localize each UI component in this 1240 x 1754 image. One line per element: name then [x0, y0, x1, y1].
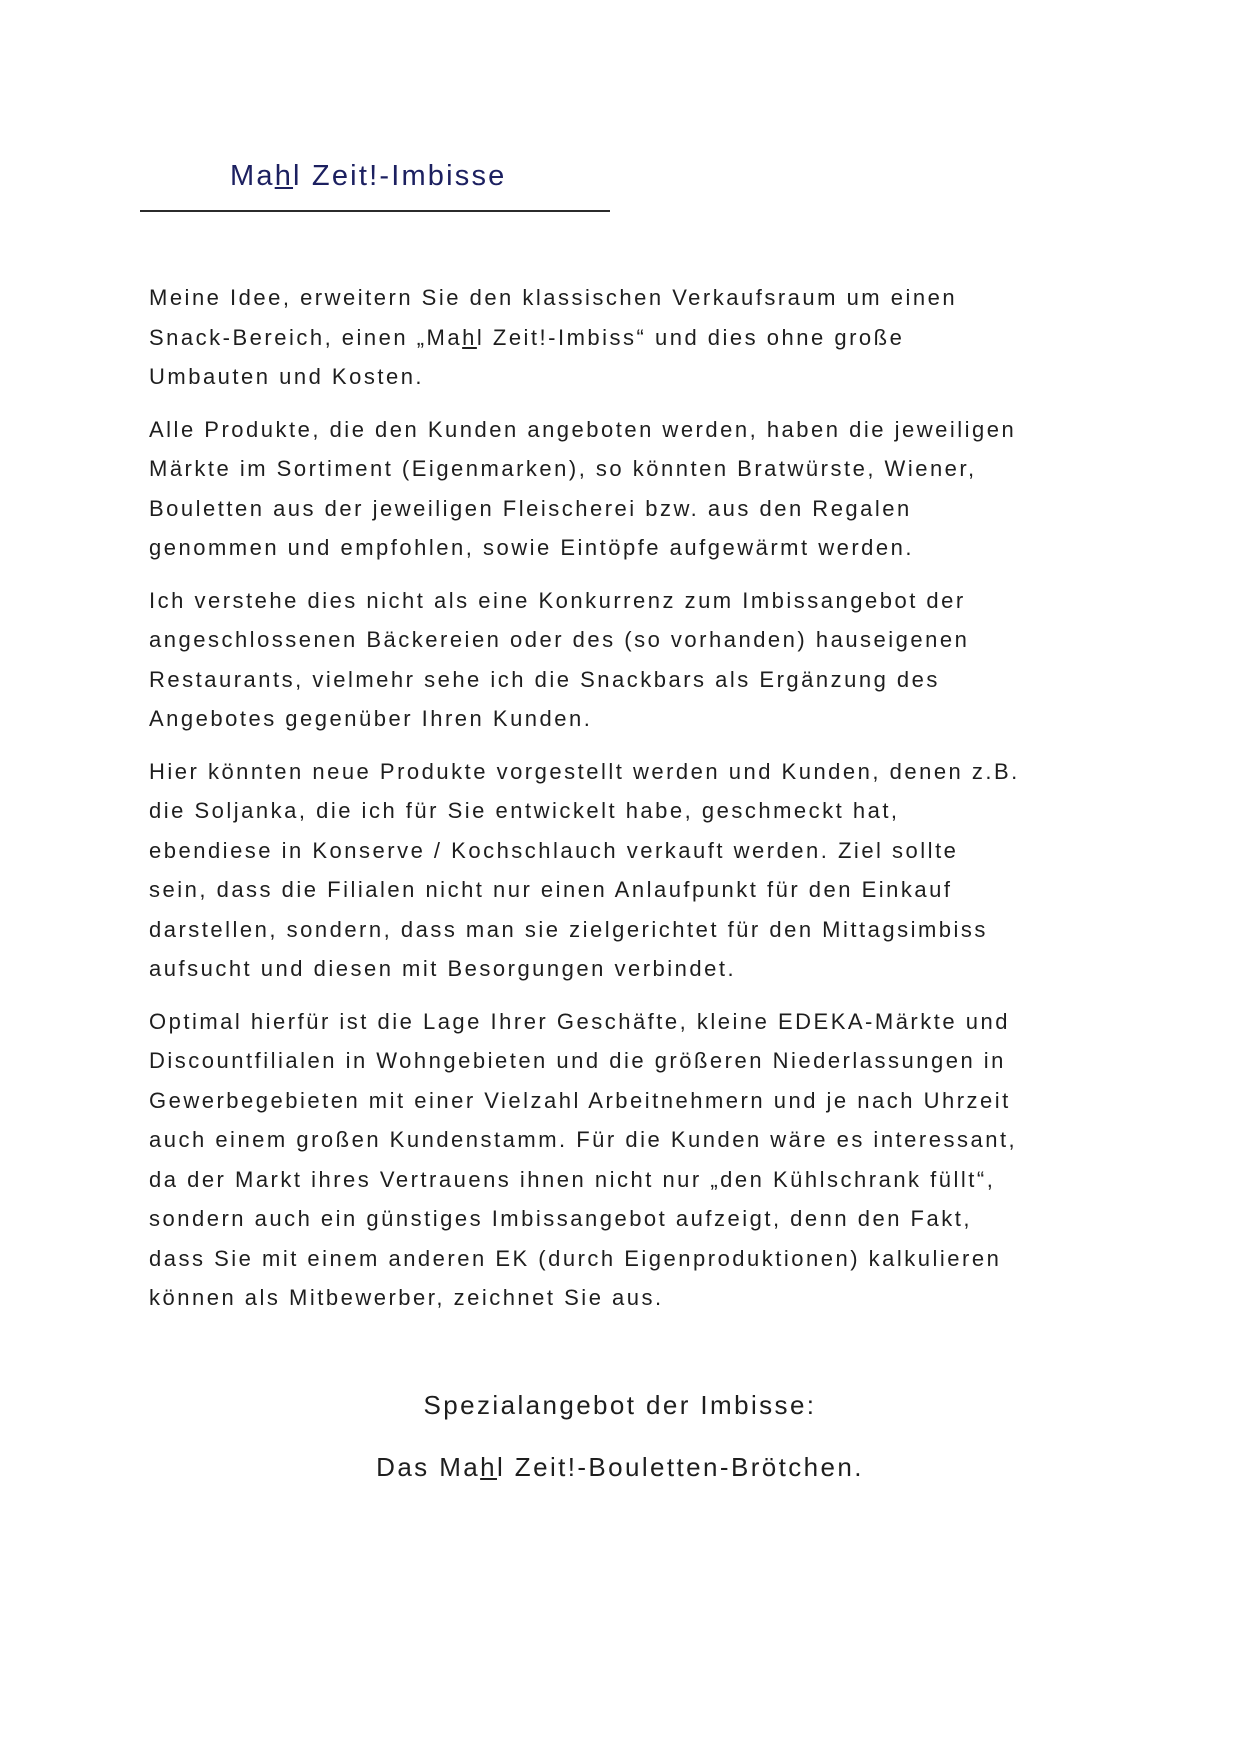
text-line: Angebotes gegenüber Ihren Kunden.	[149, 706, 593, 731]
title-underlined-letter: h	[274, 160, 294, 192]
title-part: l Zeit!-Imbisse	[293, 160, 507, 192]
paragraph-4	[149, 752, 1109, 989]
text-line: Hier könnten neue Produkte vorgestellt werden und Kunden, denen z.B.	[149, 758, 1020, 784]
text-line: Ich verstehe dies nicht als eine Konkurrenz zum Imbissangebot der	[149, 587, 966, 613]
underlined-letter: h	[462, 324, 477, 350]
offer-underlined-letter: h	[480, 1452, 497, 1482]
text-segment: Snack-Bereich, einen „Ma	[149, 324, 463, 350]
text-line: angeschlossenen Bäckereien oder des (so vorhanden) hauseigenen	[149, 627, 970, 652]
text-line: sein, dass die Filialen nicht nur einen Anlaufpunkt für den Einkauf	[149, 877, 953, 902]
text-line: auch einem großen Kundenstamm. Für die Kunden wäre es interessant,	[149, 1127, 1018, 1152]
text-line: Restaurants, vielmehr sehe ich die Snackbars als Ergänzung des	[149, 666, 940, 692]
special-offer-heading: Spezialangebot der Imbisse:	[423, 1390, 817, 1420]
text-line: ebendiese in Konserve / Kochschlauch verkauft werden. Ziel sollte	[149, 837, 959, 863]
text-line: die Soljanka, die ich für Sie entwickelt habe, geschmeckt hat,	[149, 798, 900, 823]
text-line: Discountfilialen in Wohngebieten und die größeren Niederlassungen in	[149, 1048, 1006, 1073]
text-line: Meine Idee, erweitern Sie den klassischen Verkaufsraum um einen	[149, 285, 958, 310]
text-line: genommen und empfohlen, sowie Eintöpfe aufgewärmt werden.	[149, 535, 914, 560]
text-line: aufsucht und diesen mit Besorgungen verbindet.	[149, 956, 737, 981]
text-line: darstellen, sondern, dass man sie zielgerichtet für den Mittagsimbiss	[149, 916, 988, 942]
text-line: da der Markt ihres Vertrauens ihnen nicht nur „den Kühlschrank füllt“,	[149, 1166, 996, 1192]
text-line: können als Mitbewerber, zeichnet Sie aus.	[149, 1285, 664, 1310]
text-line: sondern auch ein günstiges Imbissangebot aufzeigt, denn den Fakt,	[149, 1206, 972, 1231]
offer-part: Das Ma	[376, 1452, 481, 1482]
text-line: Umbauten und Kosten.	[149, 364, 425, 389]
offer-part: l Zeit!-Bouletten-Brötchen.	[497, 1452, 864, 1482]
title-part: Ma	[230, 160, 275, 192]
text-line: Märkte im Sortiment (Eigenmarken), so könnten Bratwürste, Wiener,	[149, 456, 977, 481]
paragraph-3	[149, 581, 1109, 739]
text-line: Bouletten aus der jeweiligen Fleischerei bzw. aus den Regalen	[149, 495, 912, 521]
body-text	[149, 278, 1109, 1331]
text-line: dass Sie mit einem anderen EK (durch Eigenproduktionen) kalkulieren	[149, 1245, 1002, 1271]
document-title	[230, 158, 507, 194]
title-underline-rule	[140, 210, 610, 212]
paragraph-2	[149, 410, 1109, 568]
text-line: Alle Produkte, die den Kunden angeboten werden, haben die jeweiligen	[149, 416, 1017, 442]
text-line	[149, 318, 1109, 358]
text-segment: l Zeit!-Imbiss“ und dies ohne große	[476, 324, 905, 350]
special-offer-product	[0, 1450, 1240, 1484]
paragraph-1	[149, 278, 1109, 397]
paragraph-5	[149, 1002, 1109, 1318]
text-line: Optimal hierfür ist die Lage Ihrer Geschäfte, kleine EDEKA-Märkte und	[149, 1008, 1010, 1034]
text-line: Gewerbegebieten mit einer Vielzahl Arbeitnehmern und je nach Uhrzeit	[149, 1087, 1011, 1113]
